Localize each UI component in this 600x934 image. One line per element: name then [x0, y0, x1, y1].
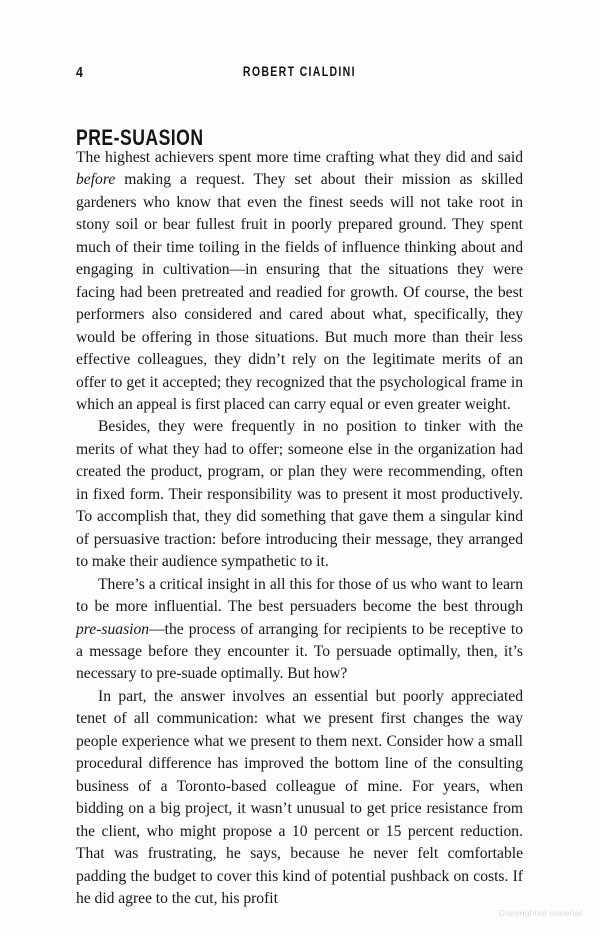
body-paragraph: In part, the answer involves an essential but poorly appreciated tenet of all communication: what we present first changes the way people experience what we present to them next. Consider how a small procedural difference has improved the bottom line of the consulting business of a Toronto-based colleague of mine. For years, when bidding on a big project, it wasn’t unusual to get price resistance from the client, who might propose a 10 percent or 15 percent reduction. That was frustrating, he says, because he never felt comfortable padding the budget to cover this kind of potential pushback on costs. If he did agree to the cut, his profit: [76, 687, 523, 907]
emphasized-text: pre-suasion: [76, 620, 150, 638]
page-title-text: PRE-SUASION: [76, 124, 204, 150]
body-paragraph: There’s a critical insight in all this for those of us who want to learn to be more influential. The best persuaders become the best through pre-suasion—the process of arranging for recipients to be receptive to a message before they encounter it. To persuade optimally, then, it’s necessary to pre-suade optimally. But how?: [76, 575, 523, 683]
body-paragraph: The highest achievers spent more time crafting what they did and said before making a request. They set about their mission as skilled gardeners who know that even the finest seeds will not take root in stony soil or bear fullest fruit in poorly prepared ground. They spent much of their time toiling in the fields of influence thinking about and engaging in cultivation—in ensuring that the situations they were facing had been pretreated and readied for growth. Of course, the best performers also considered and cared about what, specifically, they would be offering in those situations. But much more than their less effective colleagues, they didn’t rely on the legitimate merits of an offer to get it accepted; they recognized that the psychological frame in which an appeal is first placed can carry equal or even greater weight.: [76, 149, 523, 413]
book-author-text: ROBERT CIALDINI: [242, 64, 356, 79]
emphasized-text: before: [76, 171, 116, 189]
body-text-column: [76, 147, 523, 910]
page-title: [76, 124, 235, 150]
body-paragraph: Besides, they were frequently in no position to tinker with the merits of what they had to offer; someone else in the organization had created the product, program, or plan they were recommending, often in fixed form. Their responsibility was to present it most productively. To accomplish that, they did something that gave them a singular kind of persuasive traction: before introducing their message, they arranged to make their audience sympathetic to it.: [76, 418, 523, 571]
copyright-watermark: Copyrighted material: [498, 908, 582, 918]
page-number: 4: [76, 64, 84, 81]
book-author-header: [76, 64, 522, 79]
running-head: [76, 64, 522, 84]
